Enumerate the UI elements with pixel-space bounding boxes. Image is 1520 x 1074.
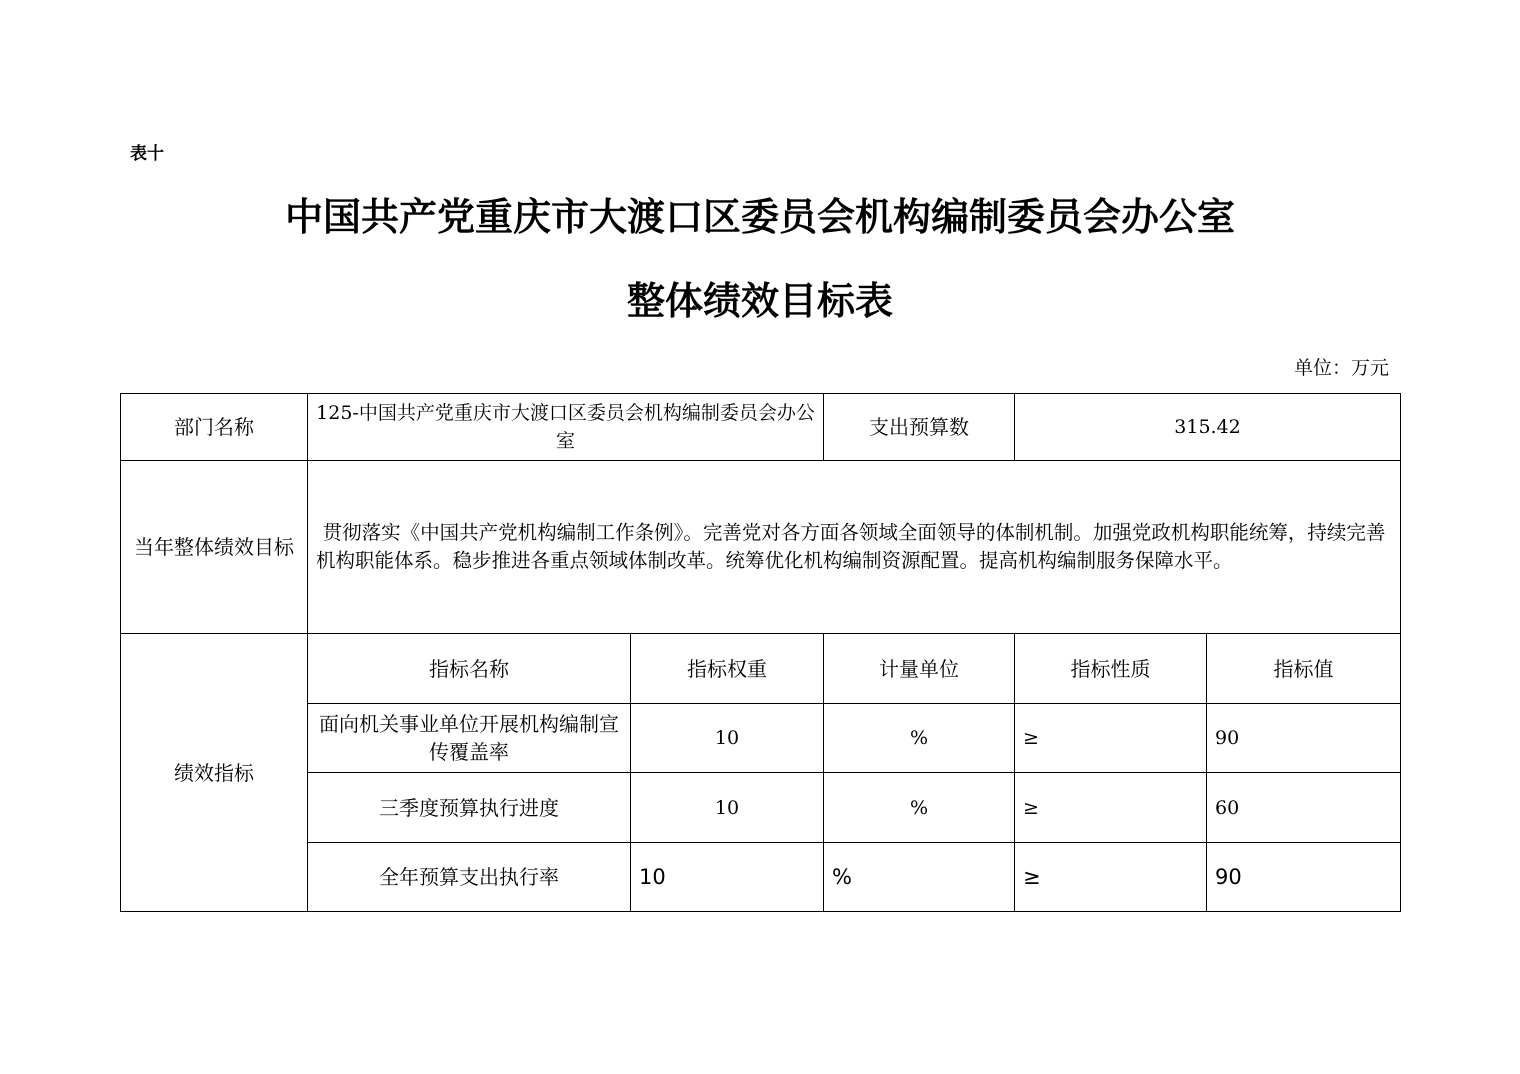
header-indicator-nature: 指标性质: [1015, 634, 1207, 704]
table-row: [121, 843, 1401, 912]
dept-name-label: 部门名称: [121, 394, 308, 461]
indicator-weight: 10: [631, 704, 824, 773]
indicator-value: 90: [1207, 704, 1401, 773]
indicator-value: 90: [1207, 843, 1401, 912]
indicator-header-row: [121, 634, 1401, 704]
budget-label: 支出预算数: [824, 394, 1015, 461]
header-indicator-weight: 指标权重: [631, 634, 824, 704]
indicator-weight: 10: [631, 843, 824, 912]
indicator-nature: ≥: [1015, 773, 1207, 843]
header-indicator-name: 指标名称: [308, 634, 631, 704]
dept-name-value: 125-中国共产党重庆市大渡口区委员会机构编制委员会办公室: [308, 394, 824, 461]
indicators-label: 绩效指标: [121, 634, 308, 912]
budget-value: 315.42: [1015, 394, 1401, 461]
unit-label: 单位：万元: [1293, 357, 1389, 379]
indicator-nature: ≥: [1015, 843, 1207, 912]
goal-text: 贯彻落实《中国共产党机构编制工作条例》。完善党对各方面各领域全面领导的体制机制。加强党政机构职能统筹，持续完善机构职能体系。稳步推进各重点领域体制改革。统筹优化机构编制资源配置。提高机构编制服务保障水平。: [308, 461, 1401, 634]
indicator-name: 三季度预算执行进度: [308, 773, 631, 843]
indicator-unit: %: [824, 843, 1015, 912]
header-indicator-value: 指标值: [1207, 634, 1401, 704]
table-row: [121, 773, 1401, 843]
performance-goal-table: [120, 393, 1401, 912]
page-title-line-1: 中国共产党重庆市大渡口区委员会机构编制委员会办公室: [284, 195, 1235, 239]
indicator-weight: 10: [631, 773, 824, 843]
page-title-line-2: 整体绩效目标表: [626, 279, 893, 323]
goal-row: [121, 461, 1401, 634]
indicator-name: 面向机关事业单位开展机构编制宣传覆盖率: [308, 704, 631, 773]
indicator-name: 全年预算支出执行率: [308, 843, 631, 912]
table-number-label: 表十: [130, 144, 164, 164]
indicator-nature: ≥: [1015, 704, 1207, 773]
indicator-value: 60: [1207, 773, 1401, 843]
table-row: [121, 704, 1401, 773]
dept-row: [121, 394, 1401, 461]
indicator-unit: %: [824, 704, 1015, 773]
indicator-unit: %: [824, 773, 1015, 843]
goal-label: 当年整体绩效目标: [121, 461, 308, 634]
header-measure-unit: 计量单位: [824, 634, 1015, 704]
